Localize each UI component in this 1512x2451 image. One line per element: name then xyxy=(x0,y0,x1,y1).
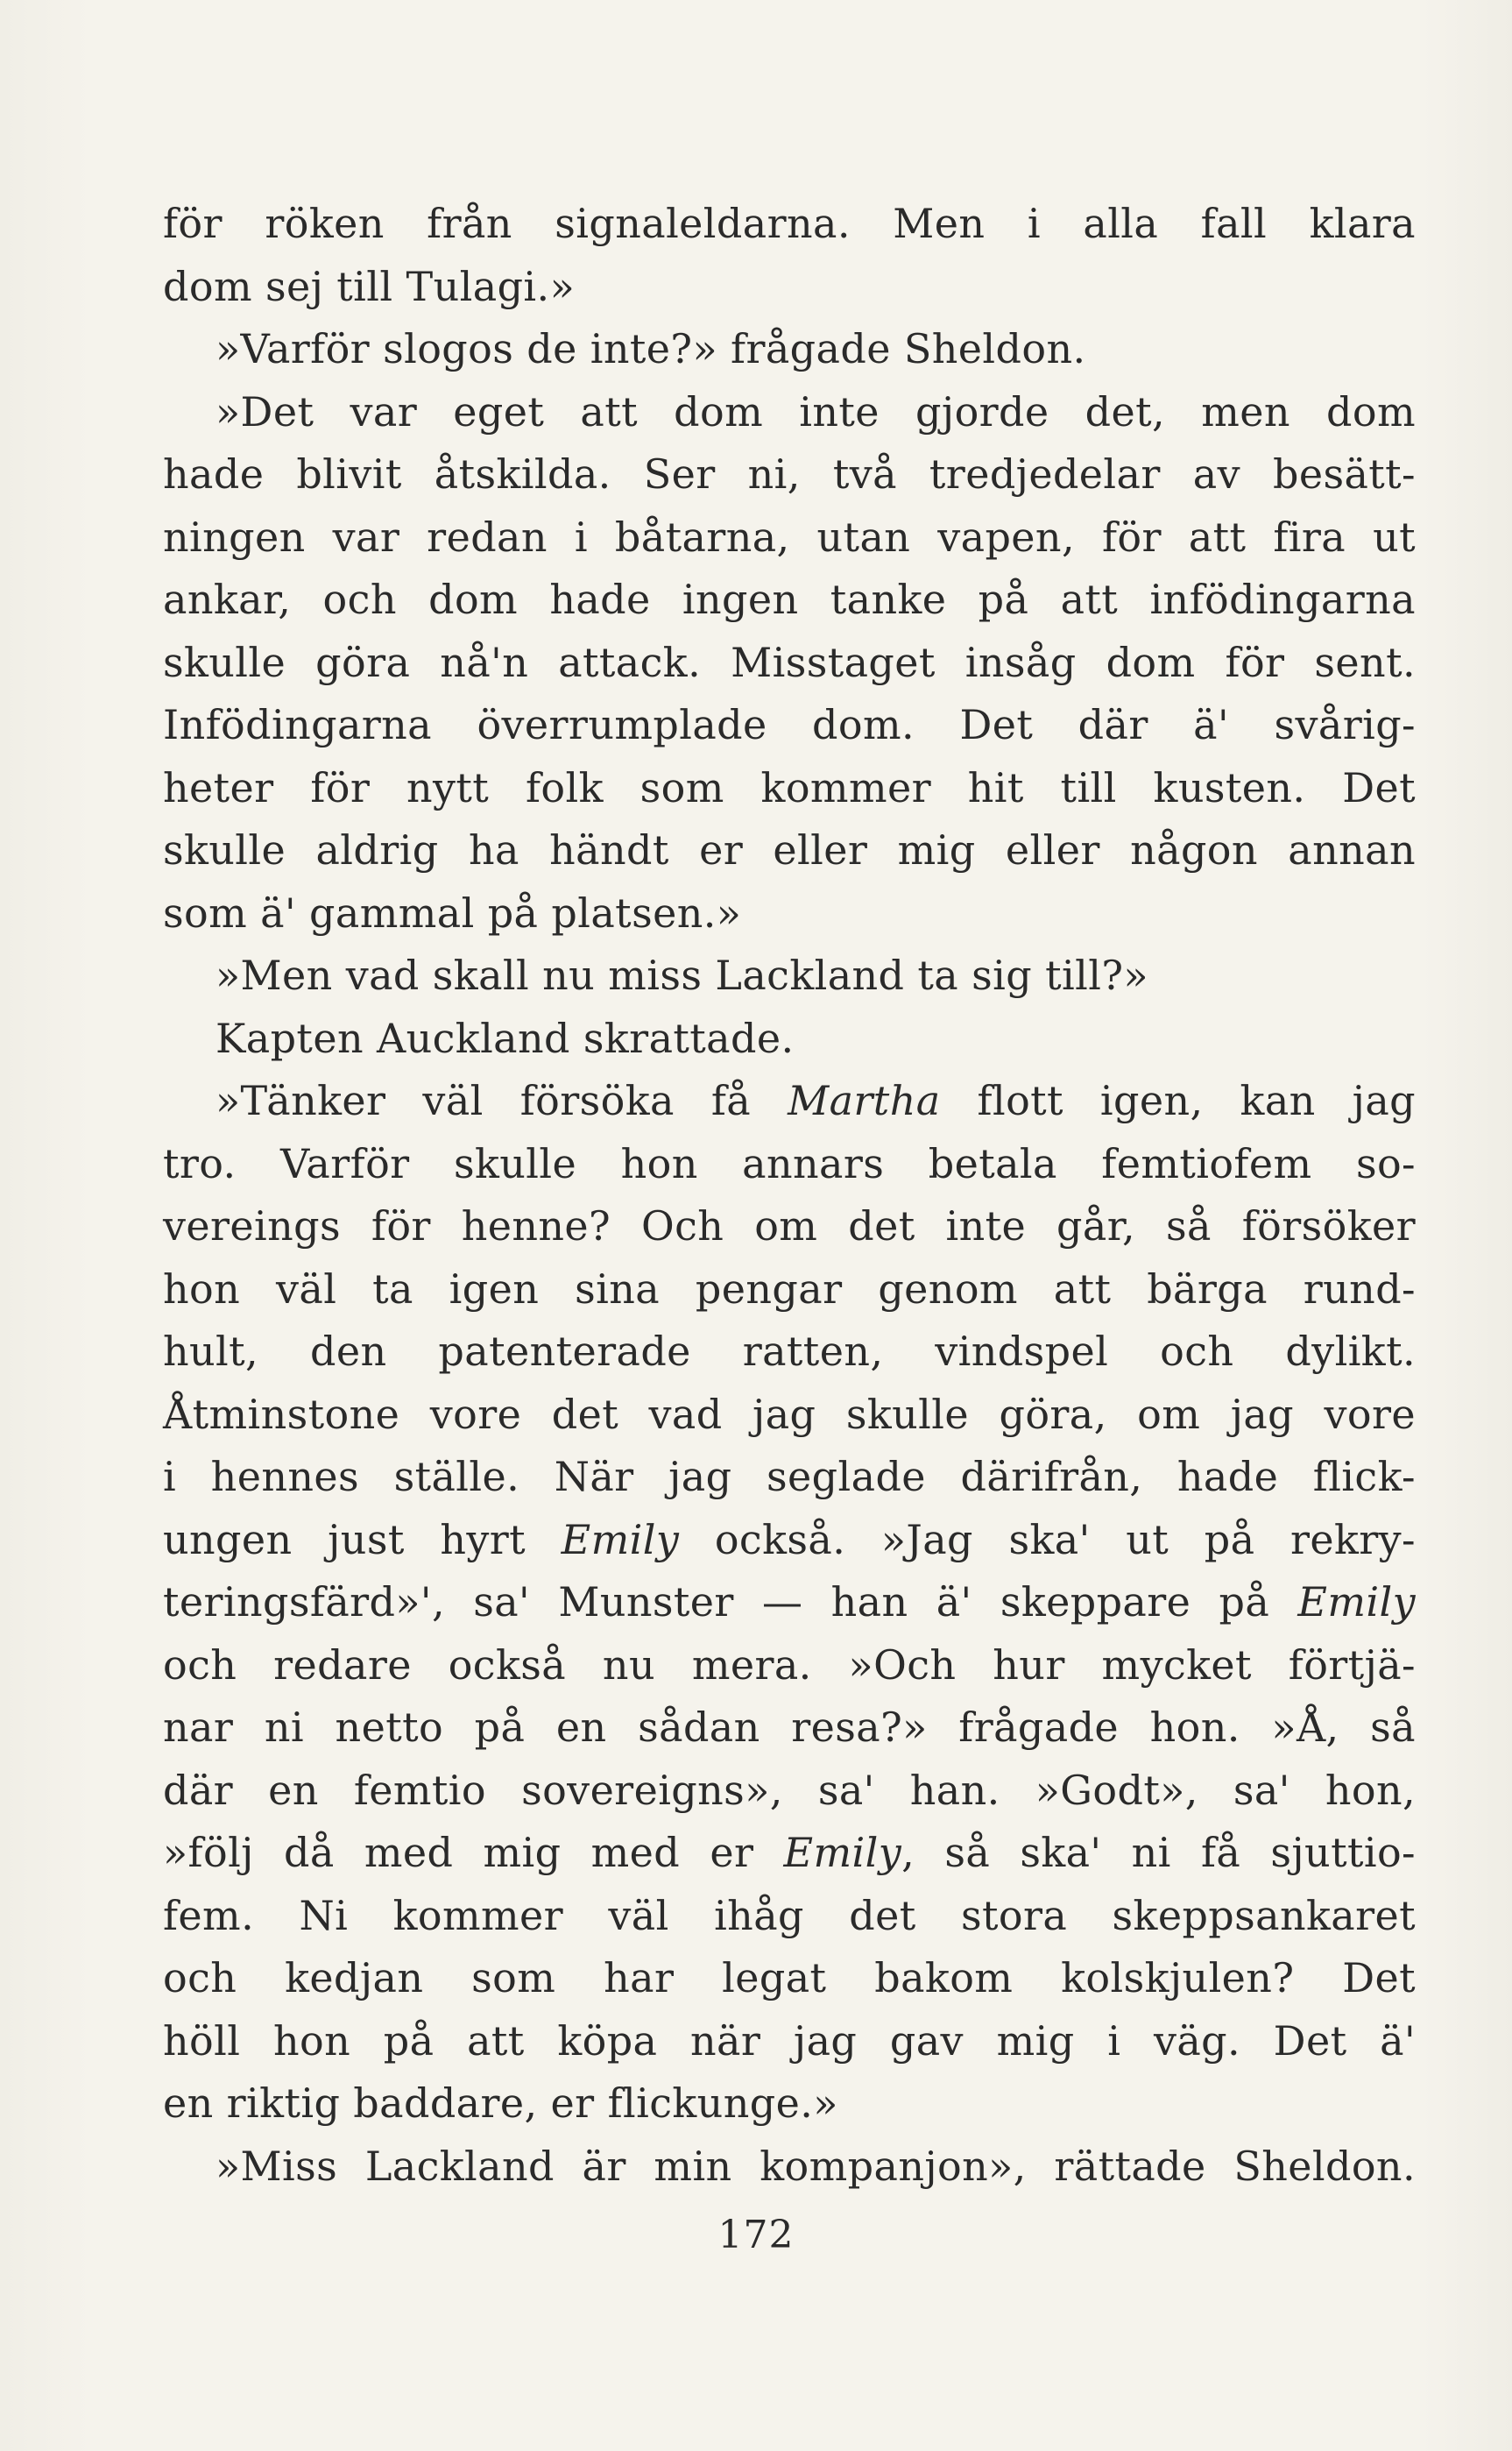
text-line: i hennes ställe. När jag seglade därifrån, hade flick- xyxy=(163,1453,1416,1500)
text-line: ningen var redan i båtarna, utan vapen, för att fira ut xyxy=(163,513,1416,561)
text-line: hade blivit åtskilda. Ser ni, två tredjedelar av besätt- xyxy=(163,450,1416,498)
body-text xyxy=(163,193,1416,2198)
text-line: skulle göra nå'n attack. Misstaget insåg dom för sent. xyxy=(163,638,1416,686)
text-line: Åtminstone vore det vad jag skulle göra, om jag vore xyxy=(163,1390,1416,1438)
text-line: ungen just hyrt Emily också. »Jag ska' ut på rekry- xyxy=(163,1515,1417,1563)
ship-name: Emily xyxy=(561,1515,680,1563)
text-line: nar ni netto på en sådan resa?» frågade hon. »Å, så xyxy=(163,1704,1416,1751)
text-line: heter för nytt folk som kommer hit till kusten. Det xyxy=(163,763,1416,811)
text-line: »Det var eget att dom inte gjorde det, men dom xyxy=(215,387,1416,436)
text-line: »följ då med mig med er Emily, så ska' ni få sjuttio- xyxy=(163,1829,1416,1876)
text-line: »Men vad skall nu miss Lackland ta sig till?» xyxy=(215,952,1148,999)
text-line: vereings för henne? Och om det inte går, så försöker xyxy=(163,1202,1416,1250)
text-line: hult, den patenterade ratten, vindspel och dylikt. xyxy=(163,1328,1416,1375)
text-line: och redare också nu mera. »Och hur mycket förtjä- xyxy=(163,1640,1416,1689)
text-line: ankar, och dom hade ingen tanke på att infödingarna xyxy=(163,576,1416,623)
text-line: dom sej till Tulagi.» xyxy=(163,262,576,310)
text-line: en riktig baddare, er flickunge.» xyxy=(163,2079,838,2127)
text-line: teringsfärd»', sa' Munster — han ä' skeppare på Emily xyxy=(163,1578,1416,1626)
ship-name: Martha xyxy=(788,1077,941,1124)
page-number: 172 xyxy=(717,2213,795,2257)
text-line: som ä' gammal på platsen.» xyxy=(163,889,742,937)
text-line: hon väl ta igen sina pengar genom att bärga rund- xyxy=(163,1264,1416,1313)
text-line: »Miss Lackland är min kompanjon», rättade Sheldon. xyxy=(215,2142,1416,2190)
text-line: där en femtio sovereigns», sa' han. »Godt», sa' hon, xyxy=(163,1766,1416,1814)
text-line: för röken från signaleldarna. Men i alla fall klara xyxy=(163,200,1416,247)
text-line: Kapten Auckland skrattade. xyxy=(215,1014,795,1062)
text-line: »Varför slogos de inte?» frågade Sheldon. xyxy=(215,325,1086,372)
text-line: Infödingarna överrumplade dom. Det där ä' svårig- xyxy=(163,701,1416,748)
text-line: och kedjan som har legat bakom kolskjulen? Det xyxy=(163,1954,1416,2001)
text-line: fem. Ni kommer väl ihåg det stora skeppsankaret xyxy=(163,1891,1416,1939)
text-line: tro. Varför skulle hon annars betala femtiofem so- xyxy=(163,1139,1416,1187)
ship-name: Emily xyxy=(783,1829,902,1876)
text-line: höll hon på att köpa när jag gav mig i väg. Det ä' xyxy=(163,2016,1416,2065)
text-line: »Tänker väl försöka få Martha flott igen, kan jag xyxy=(215,1077,1416,1124)
text-line: skulle aldrig ha händt er eller mig eller någon annan xyxy=(163,826,1416,874)
ship-name: Emily xyxy=(1297,1578,1416,1626)
